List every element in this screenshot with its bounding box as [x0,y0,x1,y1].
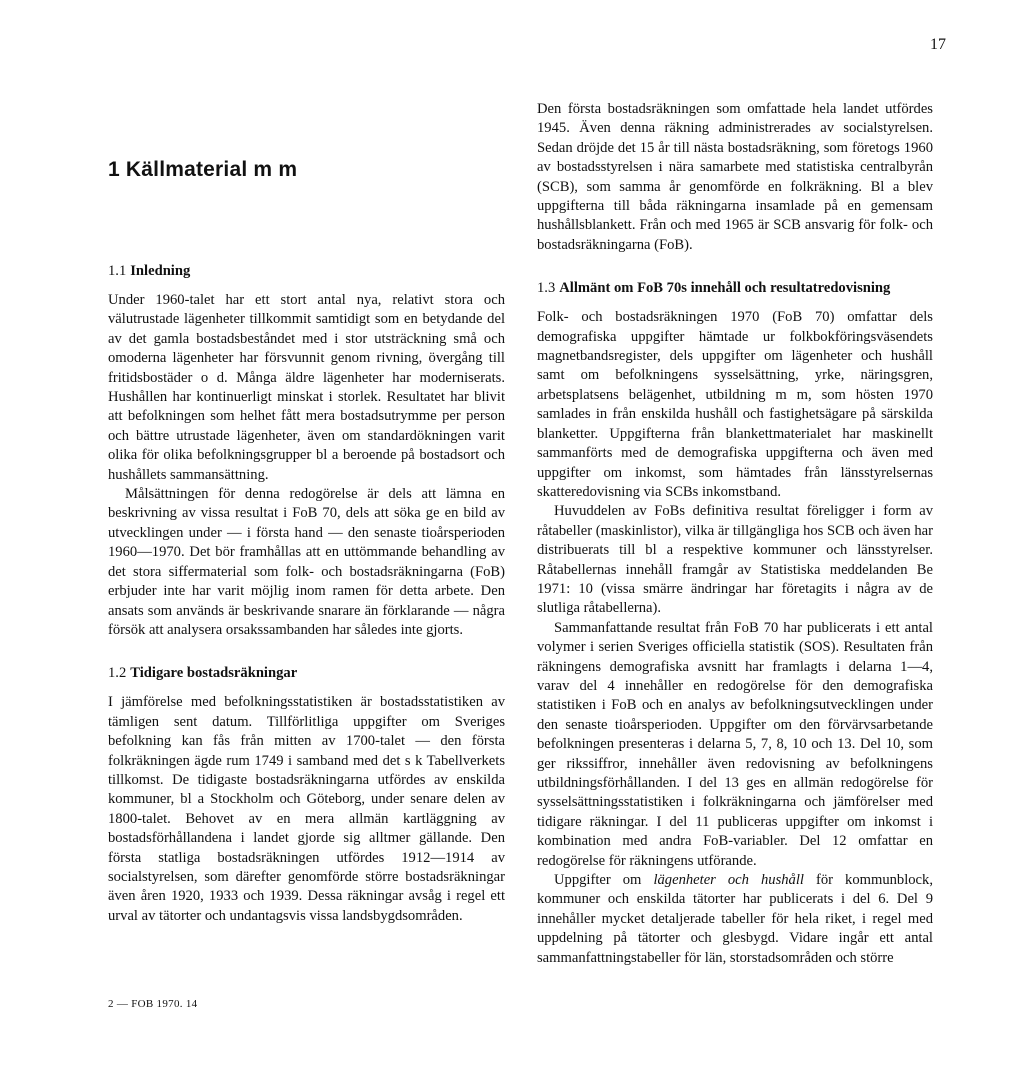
paragraph: Den första bostadsräkningen som omfattade hela landet utfördes 1945. Även denna räkning administrerades av socialstyrelsen. Sedan dröjde det 15 år till nästa bostadsräkning, som företogs 1960 av bostadsstyrelsen i nära samarbete med statistiska centralbyrån (SCB), som samma år genomförde en folkräkning. Bl a blev uppgifterna till båda räkningarna insamlade på en gemensam hushållsblankett. Från och med 1965 är SCB ansvarig för folk- och bostadsräkningarna (FoB). [537,101,933,253]
section-number: 1.1 [108,263,127,279]
section-1-1-heading [108,262,505,281]
section-number: 1.3 [537,280,556,297]
emphasis: lägenheter och hushåll [653,872,804,889]
chapter-title: 1 Källmaterial m m [108,158,298,181]
paragraph: Folk- och bostadsräkningen 1970 (FoB 70) omfattar dels demografiska uppgifter hämtade ur folkbokföringsväsendets magnetbandsregister, dels uppgifter om lägenheter och hushåll samt om befolkningens sysselsättning, yrke, näringsgren, arbetsplatsens belägenhet, utbildning m m, som hösten 1970 samlades in från enskilda hushåll och fastighetsägare på särskilda blanketter. Uppgifterna från blankettmaterialet har maskinellt sammanförts med de demografiska uppgifterna och även med uppgifter om inkomst, som hämtades från länsstyrelsernas skatteredovisning via SCBs inkomstband. [537,309,933,500]
right-column [537,100,933,968]
section-1-3-heading [537,279,933,298]
left-column [108,262,505,926]
footer-signature: 2 — FOB 1970. 14 [108,998,198,1010]
section-title: Tidigare bostadsräkningar [130,665,298,682]
text-run: för kommunblock, kommuner och enskilda tätorter har publicerats i del 6. Del 9 innehåller mycket detaljerade tabeller för hela riket, i regel med uppdelning på tätorter och glesbygd. Vidare ingår ett antal sammanfattningstabeller för län, storstadsområden och större [537,872,933,966]
section-title: Inledning [130,263,191,279]
paragraph: I jämförelse med befolkningsstatistiken är bostadsstatistiken av tämligen sent datum. Tillförlitliga uppgifter om Sveriges befolkning kan fås från mitten av 1700-talet — den första folkräkningen ägde rum 1749 i samband med det s k Tabellverkets tillkomst. De tidigaste bostadsräkningarna utfördes av enskilda kommuner, bl a Stockholm och Göteborg, under senare delen av 1800-talet. Behovet av en mera allmän kartläggning av bostadsförhållandena i landet gjorde sig alltmer gällande. Den första statliga bostadsräkningen utfördes 1912—1914 av socialstyrelsen, som därefter genomförde större bostadsräkningar även åren 1920, 1933 och 1939. Dessa räkningar avsåg i regel ett urval av tätorter och undantagsvis vissa landsbygdsområden. [108,694,505,924]
paragraph: Målsättningen för denna redogörelse är dels att lämna en beskrivning av vissa resultat i FoB 70, dels att söka ge en bild av utvecklingen under — i första hand — den senaste tioårsperioden 1960—1970. Det bör framhållas att en uttömmande behandling av det stora siffermaterial som folk- och bostadsräkningarna (FoB) erbjuder inte har varit möjlig inom ramen för detta arbete. Den ansats som används är beskrivande snarare än förklarande — några försök att analysera orsakssambanden har således inte gjorts. [108,486,505,638]
paragraph: Sammanfattande resultat från FoB 70 har publicerats i ett antal volymer i serien Sveriges officiella statistik (SOS). Resultaten från räkningens demografiska avsnitt har framlagts i delarna 1—4, varav del 4 innehåller en redogörelse för den demografiska statistiken i FoB och en analys av befolkningsutvecklingen under den senaste tioårsperioden. Uppgifter om den förvärvsarbetande befolkningen presenteras i delarna 5, 7, 8, 10 och 13. Del 10, som ger rikssiffror, innehåller även redovisning av befolkningens utbildningsförhållanden. I del 13 ges en allmän redogörelse för sysselsättningsstatistiken i folkräkningarna och jämförelser med tidigare räkningar. I del 11 publiceras uppgifter om inkomst i kombination med andra FoB-variabler. Del 12 omfattar en redogörelse för räkningens utförande. [537,619,933,869]
paragraph: Huvuddelen av FoBs definitiva resultat föreligger i form av råtabeller (maskinlistor), vilka är tillgängliga hos SCB och även har distribuerats till bl a respektive kommuner och länsstyrelser. Råtabellernas innehåll framgår av Statistiska meddelanden Be 1971: 10 (vissa smärre ändringar har företagits i några av de slutliga råtabellerna). [537,503,933,617]
section-1-2-heading [108,664,505,683]
page-number: 17 [930,36,946,53]
section-title: Allmänt om FoB 70s innehåll och resultatredovisning [559,280,891,297]
paragraph [537,871,933,968]
section-number: 1.2 [108,665,127,682]
paragraph: Under 1960-talet har ett stort antal nya, relativt stora och välutrustade lägenheter tillkommit samtidigt som en betydande del av det gamla bostadsbeståndet med i stor utsträckning små och omoderna lägenheter har försvunnit genom rivning, övergång till fritidsbostäder o d. Många äldre lägenheter har moderniserats. Hushållen har kontinuerligt minskat i storlek. Resultatet har blivit att befolkningen som helhet fått mera bostadsutrymme per person och bättre utrustade lägenheter, även om standardökningen varit olika för olika befolkningsgrupper bl a beroende på bostadsort och hushållets sammansättning. [108,292,505,483]
text-run: Uppgifter om [554,872,654,889]
